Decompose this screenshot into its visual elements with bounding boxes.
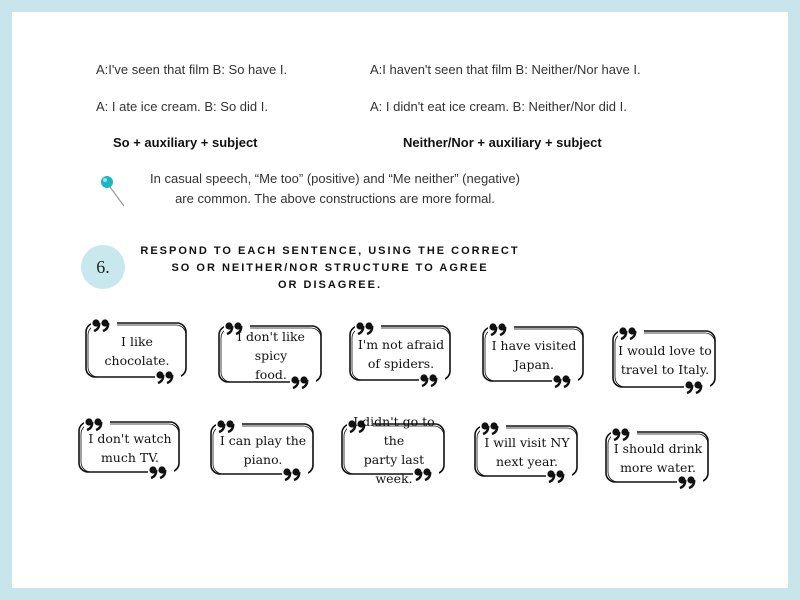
worksheet-page	[12, 12, 788, 588]
speech-bubble-text	[488, 323, 580, 387]
speech-bubble	[210, 420, 316, 480]
exercise-instruction	[140, 243, 520, 294]
example-neither-have: A:I haven't seen that film B: Neither/Nor have I.	[370, 62, 641, 77]
speech-bubble-text	[224, 322, 318, 388]
speech-bubble	[349, 322, 453, 386]
speech-bubble-line: piano.	[243, 452, 283, 467]
speech-bubble-text	[480, 422, 574, 482]
speech-bubble-text	[355, 322, 447, 386]
speech-bubble	[341, 414, 447, 486]
speech-bubble-text	[347, 414, 441, 486]
exercise-number-badge: 6.	[81, 245, 125, 289]
instruction-line-2: SO OR NEITHER/NOR STRUCTURE TO AGREE	[171, 262, 489, 274]
speech-bubble-line: more water.	[620, 460, 696, 475]
speech-bubble-text	[611, 428, 705, 488]
rule-neither: Neither/Nor + auxiliary + subject	[403, 135, 602, 150]
speech-bubble-line: I would love to	[618, 343, 712, 358]
speech-bubble-line: of spiders.	[367, 356, 435, 371]
speech-bubble-line: I like chocolate.	[104, 334, 170, 368]
speech-bubble-line: food.	[255, 366, 287, 382]
speech-bubble-line: I can play the	[219, 433, 307, 448]
speech-bubble-line: much TV.	[100, 450, 160, 465]
speech-bubble	[218, 322, 324, 388]
speech-bubble-text	[84, 418, 176, 478]
speech-bubble-line: I should drink	[613, 441, 703, 456]
instruction-line-1: RESPOND TO EACH SENTENCE, USING THE CORRECT	[140, 245, 520, 257]
rule-so: So + auxiliary + subject	[113, 135, 258, 150]
speech-bubble-line: travel to Italy.	[620, 362, 710, 377]
instruction-line-3: OR DISAGREE.	[277, 279, 383, 291]
casual-speech-note	[130, 169, 540, 209]
speech-bubble-text	[618, 327, 712, 393]
speech-bubble-line: I'm not afraid	[357, 337, 445, 352]
speech-bubble-line: I don't like spicy	[237, 328, 305, 363]
speech-bubble-line: Japan.	[514, 357, 554, 372]
speech-bubble-line: I will visit NY	[484, 435, 570, 450]
speech-bubble-line: I have visited	[491, 338, 577, 353]
speech-bubble	[482, 323, 586, 387]
speech-bubble-line: party last week.	[363, 452, 425, 486]
speech-bubble-text	[91, 319, 183, 383]
example-neither-did: A: I didn't eat ice cream. B: Neither/Nor did I.	[370, 99, 627, 114]
speech-bubble	[612, 327, 718, 393]
speech-bubble	[474, 422, 580, 482]
example-so-have: A:I've seen that film B: So have I.	[96, 62, 288, 77]
pushpin-icon	[100, 176, 120, 216]
speech-bubble-line: next year.	[496, 454, 558, 469]
speech-bubble-line: I don't watch	[88, 431, 172, 446]
speech-bubbles-row-2	[12, 412, 788, 486]
speech-bubble	[78, 418, 182, 478]
speech-bubble-line: I didn't go to the	[353, 414, 435, 448]
example-so-did: A: I ate ice cream. B: So did I.	[96, 99, 268, 114]
speech-bubble	[85, 319, 189, 383]
speech-bubble	[605, 428, 711, 488]
note-line-1: In casual speech, “Me too” (positive) and “Me neither” (negative)	[150, 171, 520, 186]
note-line-2: are common. The above constructions are more formal.	[175, 191, 495, 206]
speech-bubble-text	[216, 420, 310, 480]
